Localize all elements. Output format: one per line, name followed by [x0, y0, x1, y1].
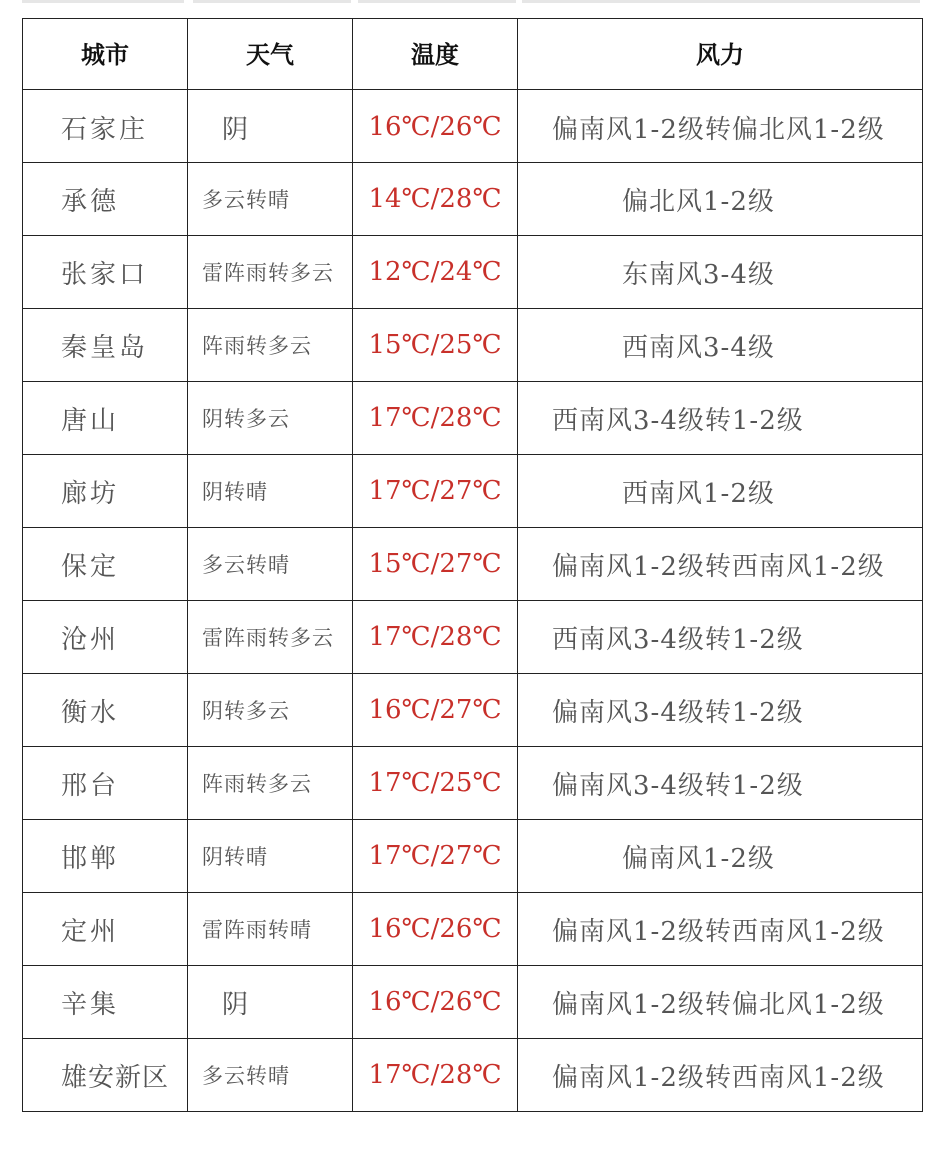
- temperature-cell: 12℃/24℃: [353, 236, 518, 309]
- table-header-row: [23, 19, 923, 90]
- header-wind: 风力: [518, 19, 923, 90]
- header-temperature: 温度: [353, 19, 518, 90]
- temperature-cell: 17℃/28℃: [353, 382, 518, 455]
- wind-cell: 西南风1-2级: [518, 455, 923, 528]
- temperature-cell: 17℃/27℃: [353, 455, 518, 528]
- weather-cell: 雷阵雨转多云: [188, 601, 353, 674]
- temperature-cell: 17℃/28℃: [353, 601, 518, 674]
- weather-cell: 多云转晴: [188, 528, 353, 601]
- table-row: [23, 309, 923, 382]
- temperature-cell: 15℃/25℃: [353, 309, 518, 382]
- top-strip: [522, 0, 920, 3]
- temperature-cell: 16℃/27℃: [353, 674, 518, 747]
- wind-cell: 偏南风1-2级转偏北风1-2级: [518, 966, 923, 1039]
- table-row: [23, 674, 923, 747]
- table-row: [23, 236, 923, 309]
- table-row: [23, 382, 923, 455]
- top-strip: [22, 0, 184, 3]
- wind-cell: 偏南风1-2级转偏北风1-2级: [518, 90, 923, 163]
- wind-cell: 东南风3-4级: [518, 236, 923, 309]
- weather-cell: 阴转晴: [188, 455, 353, 528]
- city-cell: 辛集: [23, 966, 188, 1039]
- city-cell: 承德: [23, 163, 188, 236]
- temperature-cell: 15℃/27℃: [353, 528, 518, 601]
- header-city: 城市: [23, 19, 188, 90]
- header-weather: 天气: [188, 19, 353, 90]
- temperature-cell: 16℃/26℃: [353, 893, 518, 966]
- weather-cell: 雷阵雨转晴: [188, 893, 353, 966]
- weather-cell: 阴: [188, 90, 353, 163]
- city-cell: 廊坊: [23, 455, 188, 528]
- temperature-cell: 17℃/25℃: [353, 747, 518, 820]
- wind-cell: 偏南风1-2级转西南风1-2级: [518, 1039, 923, 1112]
- city-cell: 沧州: [23, 601, 188, 674]
- city-cell: 雄安新区: [23, 1039, 188, 1112]
- weather-cell: 阴转多云: [188, 382, 353, 455]
- table-row: [23, 90, 923, 163]
- wind-cell: 偏南风3-4级转1-2级: [518, 747, 923, 820]
- wind-cell: 偏南风1-2级转西南风1-2级: [518, 528, 923, 601]
- wind-cell: 偏北风1-2级: [518, 163, 923, 236]
- table-row: [23, 747, 923, 820]
- table-row: [23, 966, 923, 1039]
- wind-cell: 偏南风3-4级转1-2级: [518, 674, 923, 747]
- city-cell: 定州: [23, 893, 188, 966]
- city-cell: 邢台: [23, 747, 188, 820]
- weather-cell: 雷阵雨转多云: [188, 236, 353, 309]
- top-strip: [358, 0, 516, 3]
- temperature-cell: 16℃/26℃: [353, 90, 518, 163]
- wind-cell: 西南风3-4级转1-2级: [518, 601, 923, 674]
- city-cell: 秦皇岛: [23, 309, 188, 382]
- weather-cell: 阴: [188, 966, 353, 1039]
- weather-cell: 阴转多云: [188, 674, 353, 747]
- table-row: [23, 601, 923, 674]
- temperature-cell: 17℃/27℃: [353, 820, 518, 893]
- weather-forecast-table: [22, 18, 923, 1112]
- temperature-cell: 16℃/26℃: [353, 966, 518, 1039]
- table-row: [23, 893, 923, 966]
- city-cell: 石家庄: [23, 90, 188, 163]
- city-cell: 张家口: [23, 236, 188, 309]
- weather-cell: 阴转晴: [188, 820, 353, 893]
- weather-cell: 阵雨转多云: [188, 309, 353, 382]
- wind-cell: 偏南风1-2级: [518, 820, 923, 893]
- table-row: [23, 820, 923, 893]
- top-strip: [193, 0, 351, 3]
- city-cell: 邯郸: [23, 820, 188, 893]
- temperature-cell: 14℃/28℃: [353, 163, 518, 236]
- city-cell: 保定: [23, 528, 188, 601]
- wind-cell: 西南风3-4级转1-2级: [518, 382, 923, 455]
- table-row: [23, 455, 923, 528]
- table-row: [23, 1039, 923, 1112]
- wind-cell: 偏南风1-2级转西南风1-2级: [518, 893, 923, 966]
- city-cell: 衡水: [23, 674, 188, 747]
- wind-cell: 西南风3-4级: [518, 309, 923, 382]
- table-row: [23, 163, 923, 236]
- weather-cell: 阵雨转多云: [188, 747, 353, 820]
- table-row: [23, 528, 923, 601]
- weather-cell: 多云转晴: [188, 1039, 353, 1112]
- temperature-cell: 17℃/28℃: [353, 1039, 518, 1112]
- weather-cell: 多云转晴: [188, 163, 353, 236]
- city-cell: 唐山: [23, 382, 188, 455]
